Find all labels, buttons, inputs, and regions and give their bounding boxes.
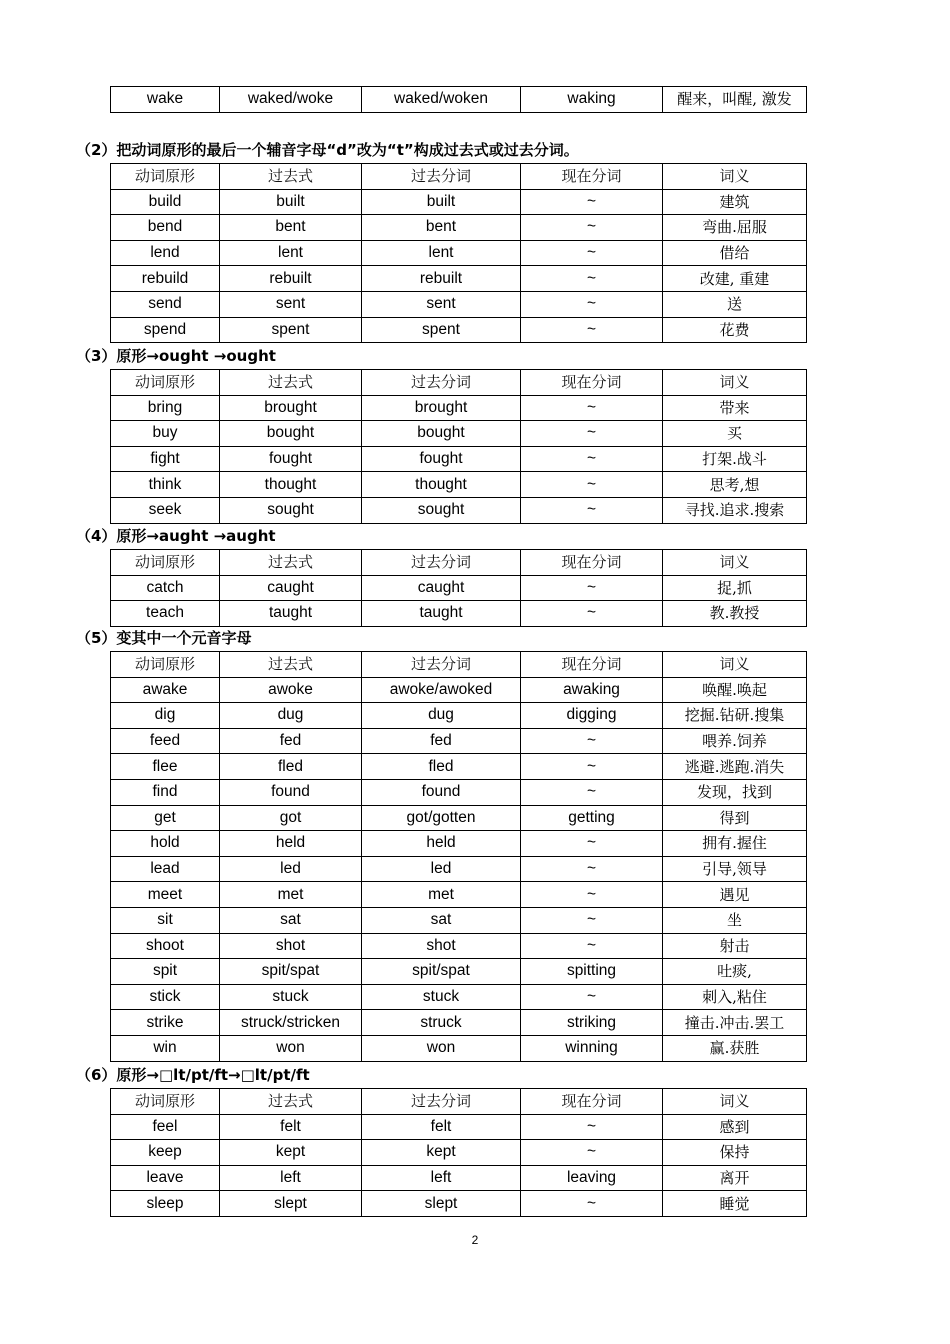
past-tense-cell: lent	[220, 240, 362, 266]
meaning-cell: 喂养.饲养	[663, 728, 807, 754]
past-participle-cell: spit/spat	[362, 959, 521, 985]
base-form-cell: leave	[111, 1165, 220, 1191]
meaning-cell: 撞击.冲击.罢工	[663, 1010, 807, 1036]
table-row	[111, 1165, 807, 1191]
past-tense-cell: built	[220, 189, 362, 215]
past-tense-cell: felt	[220, 1114, 362, 1140]
header-past-tense: 过去式	[220, 1089, 362, 1115]
present-participle-cell: winning	[521, 1035, 663, 1061]
meaning-cell: 刺入,粘住	[663, 984, 807, 1010]
table-row	[111, 677, 807, 703]
meaning-cell: 遇见	[663, 882, 807, 908]
past-tense-cell: awoke	[220, 677, 362, 703]
present-participle-cell: ~	[521, 907, 663, 933]
meaning-cell: 寻找.追求.搜索	[663, 497, 807, 523]
present-participle-cell: ~	[521, 215, 663, 241]
present-participle-cell: ~	[521, 421, 663, 447]
past-participle-cell: kept	[362, 1140, 521, 1166]
table-row	[111, 1035, 807, 1061]
past-participle-cell: spent	[362, 317, 521, 343]
meaning-cell: 射击	[663, 933, 807, 959]
page-number: 2	[471, 1233, 479, 1247]
past-participle-cell: dug	[362, 703, 521, 729]
past-participle-cell: fed	[362, 728, 521, 754]
past-participle-cell: caught	[362, 575, 521, 601]
verb-table	[110, 163, 807, 343]
meaning-cell: 教.教授	[663, 601, 807, 627]
past-participle-cell: slept	[362, 1191, 521, 1217]
header-past-participle: 过去分词	[362, 370, 521, 396]
table-row	[111, 1191, 807, 1217]
past-tense-cell: fled	[220, 754, 362, 780]
past-tense-cell: dug	[220, 703, 362, 729]
table-row	[111, 1140, 807, 1166]
base-form-cell: dig	[111, 703, 220, 729]
past-participle-cell: found	[362, 779, 521, 805]
present-participle-cell: ~	[521, 728, 663, 754]
past-participle-cell: sent	[362, 291, 521, 317]
base-form-cell: send	[111, 291, 220, 317]
base-form-cell: build	[111, 189, 220, 215]
table-header-row	[111, 652, 807, 678]
present-participle-cell: ~	[521, 1114, 663, 1140]
base-form-cell: strike	[111, 1010, 220, 1036]
past-tense-cell: found	[220, 779, 362, 805]
past-participle-cell: left	[362, 1165, 521, 1191]
base-form-cell: seek	[111, 497, 220, 523]
verb-table	[110, 369, 807, 524]
table-header-row	[111, 164, 807, 190]
meaning-cell: 挖掘.钻研.搜集	[663, 703, 807, 729]
past-participle-cell: fled	[362, 754, 521, 780]
meaning-cell: 借给	[663, 240, 807, 266]
present-participle-cell: ~	[521, 240, 663, 266]
past-tense-cell: spit/spat	[220, 959, 362, 985]
table-row	[111, 1010, 807, 1036]
past-participle-cell: rebuilt	[362, 266, 521, 292]
meaning-cell: 得到	[663, 805, 807, 831]
meaning-cell: 改建, 重建	[663, 266, 807, 292]
past-tense-cell: sat	[220, 907, 362, 933]
table-row	[111, 497, 807, 523]
table-row	[111, 805, 807, 831]
base-form-cell: sleep	[111, 1191, 220, 1217]
past-tense-cell: sought	[220, 497, 362, 523]
past-participle-cell: built	[362, 189, 521, 215]
section-heading: （6）原形→□lt/pt/ft→□lt/pt/ft	[76, 1066, 310, 1084]
base-form-cell: spend	[111, 317, 220, 343]
meaning-cell: 送	[663, 291, 807, 317]
present-participle-cell: ~	[521, 575, 663, 601]
meaning-cell: 弯曲.屈服	[663, 215, 807, 241]
base-form-cell: flee	[111, 754, 220, 780]
table-row	[111, 446, 807, 472]
past-tense-cell: led	[220, 856, 362, 882]
section-heading: （5）变其中一个元音字母	[76, 629, 252, 647]
base-form-cell: feel	[111, 1114, 220, 1140]
base-form-cell: hold	[111, 831, 220, 857]
past-tense-cell: shot	[220, 933, 362, 959]
present-participle-cell: waking	[521, 87, 663, 113]
header-present-participle: 现在分词	[521, 550, 663, 576]
past-tense-cell: bought	[220, 421, 362, 447]
present-participle-cell: ~	[521, 856, 663, 882]
base-form-cell: sit	[111, 907, 220, 933]
present-participle-cell: leaving	[521, 1165, 663, 1191]
header-meaning: 词义	[663, 652, 807, 678]
present-participle-cell: ~	[521, 291, 663, 317]
meaning-cell: 带来	[663, 395, 807, 421]
table-row	[111, 421, 807, 447]
present-participle-cell: ~	[521, 1140, 663, 1166]
table-row	[111, 395, 807, 421]
header-present-participle: 现在分词	[521, 370, 663, 396]
header-meaning: 词义	[663, 1089, 807, 1115]
header-base-form: 动词原形	[111, 550, 220, 576]
meaning-cell: 逃避.逃跑.消失	[663, 754, 807, 780]
base-form-cell: rebuild	[111, 266, 220, 292]
past-tense-cell: struck/stricken	[220, 1010, 362, 1036]
past-participle-cell: brought	[362, 395, 521, 421]
table-row	[111, 907, 807, 933]
meaning-cell: 离开	[663, 1165, 807, 1191]
present-participle-cell: ~	[521, 754, 663, 780]
section-heading: （2）把动词原形的最后一个辅音字母“d”改为“t”构成过去式或过去分词。	[76, 141, 579, 159]
past-tense-cell: thought	[220, 472, 362, 498]
table-row	[111, 215, 807, 241]
header-present-participle: 现在分词	[521, 1089, 663, 1115]
table-row	[111, 933, 807, 959]
table-row	[111, 779, 807, 805]
past-participle-cell: bent	[362, 215, 521, 241]
meaning-cell: 醒来，叫醒, 激发	[663, 87, 807, 113]
base-form-cell: teach	[111, 601, 220, 627]
header-past-participle: 过去分词	[362, 652, 521, 678]
past-tense-cell: left	[220, 1165, 362, 1191]
table-row	[111, 984, 807, 1010]
present-participle-cell: ~	[521, 601, 663, 627]
table-row	[111, 856, 807, 882]
table-row	[111, 959, 807, 985]
past-tense-cell: got	[220, 805, 362, 831]
present-participle-cell: ~	[521, 984, 663, 1010]
past-tense-cell: slept	[220, 1191, 362, 1217]
base-form-cell: wake	[111, 87, 220, 113]
base-form-cell: shoot	[111, 933, 220, 959]
base-form-cell: win	[111, 1035, 220, 1061]
past-tense-cell: met	[220, 882, 362, 908]
table-row	[111, 754, 807, 780]
past-participle-cell: held	[362, 831, 521, 857]
meaning-cell: 赢.获胜	[663, 1035, 807, 1061]
header-past-tense: 过去式	[220, 164, 362, 190]
verb-table	[110, 651, 807, 1062]
table-row	[111, 240, 807, 266]
header-past-participle: 过去分词	[362, 1089, 521, 1115]
header-past-tense: 过去式	[220, 652, 362, 678]
meaning-cell: 坐	[663, 907, 807, 933]
header-past-tense: 过去式	[220, 370, 362, 396]
meaning-cell: 建筑	[663, 189, 807, 215]
present-participle-cell: ~	[521, 395, 663, 421]
present-participle-cell: ~	[521, 1191, 663, 1217]
base-form-cell: find	[111, 779, 220, 805]
past-tense-cell: spent	[220, 317, 362, 343]
past-participle-cell: fought	[362, 446, 521, 472]
base-form-cell: keep	[111, 1140, 220, 1166]
table-row	[111, 601, 807, 627]
base-form-cell: buy	[111, 421, 220, 447]
past-tense-cell: brought	[220, 395, 362, 421]
header-past-participle: 过去分词	[362, 164, 521, 190]
present-participle-cell: ~	[521, 779, 663, 805]
past-participle-cell: led	[362, 856, 521, 882]
meaning-cell: 感到	[663, 1114, 807, 1140]
past-tense-cell: taught	[220, 601, 362, 627]
past-participle-cell: stuck	[362, 984, 521, 1010]
table-row	[111, 728, 807, 754]
table-row	[111, 1114, 807, 1140]
meaning-cell: 吐痰,	[663, 959, 807, 985]
past-participle-cell: lent	[362, 240, 521, 266]
present-participle-cell: ~	[521, 317, 663, 343]
base-form-cell: lead	[111, 856, 220, 882]
base-form-cell: awake	[111, 677, 220, 703]
present-participle-cell: getting	[521, 805, 663, 831]
past-participle-cell: met	[362, 882, 521, 908]
header-base-form: 动词原形	[111, 164, 220, 190]
present-participle-cell: ~	[521, 446, 663, 472]
past-participle-cell: awoke/awoked	[362, 677, 521, 703]
header-past-participle: 过去分词	[362, 550, 521, 576]
past-tense-cell: won	[220, 1035, 362, 1061]
header-meaning: 词义	[663, 550, 807, 576]
table-row	[111, 291, 807, 317]
past-tense-cell: held	[220, 831, 362, 857]
base-form-cell: feed	[111, 728, 220, 754]
meaning-cell: 花费	[663, 317, 807, 343]
past-tense-cell: caught	[220, 575, 362, 601]
past-participle-cell: shot	[362, 933, 521, 959]
past-participle-cell: sought	[362, 497, 521, 523]
present-participle-cell: ~	[521, 882, 663, 908]
table-row	[111, 472, 807, 498]
verb-table	[110, 1088, 807, 1217]
meaning-cell: 打架.战斗	[663, 446, 807, 472]
past-tense-cell: sent	[220, 291, 362, 317]
past-tense-cell: kept	[220, 1140, 362, 1166]
table-row	[111, 87, 807, 113]
table-row	[111, 831, 807, 857]
table-row	[111, 703, 807, 729]
header-base-form: 动词原形	[111, 370, 220, 396]
table-header-row	[111, 550, 807, 576]
table-row	[111, 882, 807, 908]
header-past-tense: 过去式	[220, 550, 362, 576]
past-participle-cell: bought	[362, 421, 521, 447]
present-participle-cell: striking	[521, 1010, 663, 1036]
past-tense-cell: fed	[220, 728, 362, 754]
past-tense-cell: rebuilt	[220, 266, 362, 292]
table-header-row	[111, 1089, 807, 1115]
header-present-participle: 现在分词	[521, 652, 663, 678]
meaning-cell: 睡觉	[663, 1191, 807, 1217]
base-form-cell: bend	[111, 215, 220, 241]
header-base-form: 动词原形	[111, 652, 220, 678]
header-meaning: 词义	[663, 370, 807, 396]
meaning-cell: 捉,抓	[663, 575, 807, 601]
header-present-participle: 现在分词	[521, 164, 663, 190]
past-tense-cell: bent	[220, 215, 362, 241]
base-form-cell: meet	[111, 882, 220, 908]
past-tense-cell: fought	[220, 446, 362, 472]
section-heading: （3）原形→ought →ought	[76, 347, 276, 365]
header-base-form: 动词原形	[111, 1089, 220, 1115]
meaning-cell: 引导,领导	[663, 856, 807, 882]
base-form-cell: spit	[111, 959, 220, 985]
past-participle-cell: felt	[362, 1114, 521, 1140]
past-participle-cell: won	[362, 1035, 521, 1061]
base-form-cell: lend	[111, 240, 220, 266]
present-participle-cell: ~	[521, 933, 663, 959]
meaning-cell: 保持	[663, 1140, 807, 1166]
base-form-cell: catch	[111, 575, 220, 601]
present-participle-cell: spitting	[521, 959, 663, 985]
past-participle-cell: sat	[362, 907, 521, 933]
present-participle-cell: ~	[521, 266, 663, 292]
base-form-cell: get	[111, 805, 220, 831]
meaning-cell: 发现，找到	[663, 779, 807, 805]
past-participle-cell: struck	[362, 1010, 521, 1036]
past-participle-cell: taught	[362, 601, 521, 627]
table-header-row	[111, 370, 807, 396]
present-participle-cell: ~	[521, 831, 663, 857]
present-participle-cell: ~	[521, 472, 663, 498]
meaning-cell: 拥有.握住	[663, 831, 807, 857]
past-participle-cell: waked/woken	[362, 87, 521, 113]
section-heading: （4）原形→aught →aught	[76, 527, 276, 545]
present-participle-cell: awaking	[521, 677, 663, 703]
table-row	[111, 575, 807, 601]
meaning-cell: 买	[663, 421, 807, 447]
base-form-cell: fight	[111, 446, 220, 472]
present-participle-cell: ~	[521, 497, 663, 523]
meaning-cell: 思考,想	[663, 472, 807, 498]
meaning-cell: 唤醒.唤起	[663, 677, 807, 703]
base-form-cell: stick	[111, 984, 220, 1010]
header-meaning: 词义	[663, 164, 807, 190]
base-form-cell: think	[111, 472, 220, 498]
verb-table	[110, 549, 807, 627]
present-participle-cell: ~	[521, 189, 663, 215]
past-tense-cell: waked/woke	[220, 87, 362, 113]
past-tense-cell: stuck	[220, 984, 362, 1010]
table-row	[111, 189, 807, 215]
present-participle-cell: digging	[521, 703, 663, 729]
past-participle-cell: thought	[362, 472, 521, 498]
base-form-cell: bring	[111, 395, 220, 421]
past-participle-cell: got/gotten	[362, 805, 521, 831]
verb-table-continuation	[110, 86, 807, 113]
table-row	[111, 317, 807, 343]
table-row	[111, 266, 807, 292]
